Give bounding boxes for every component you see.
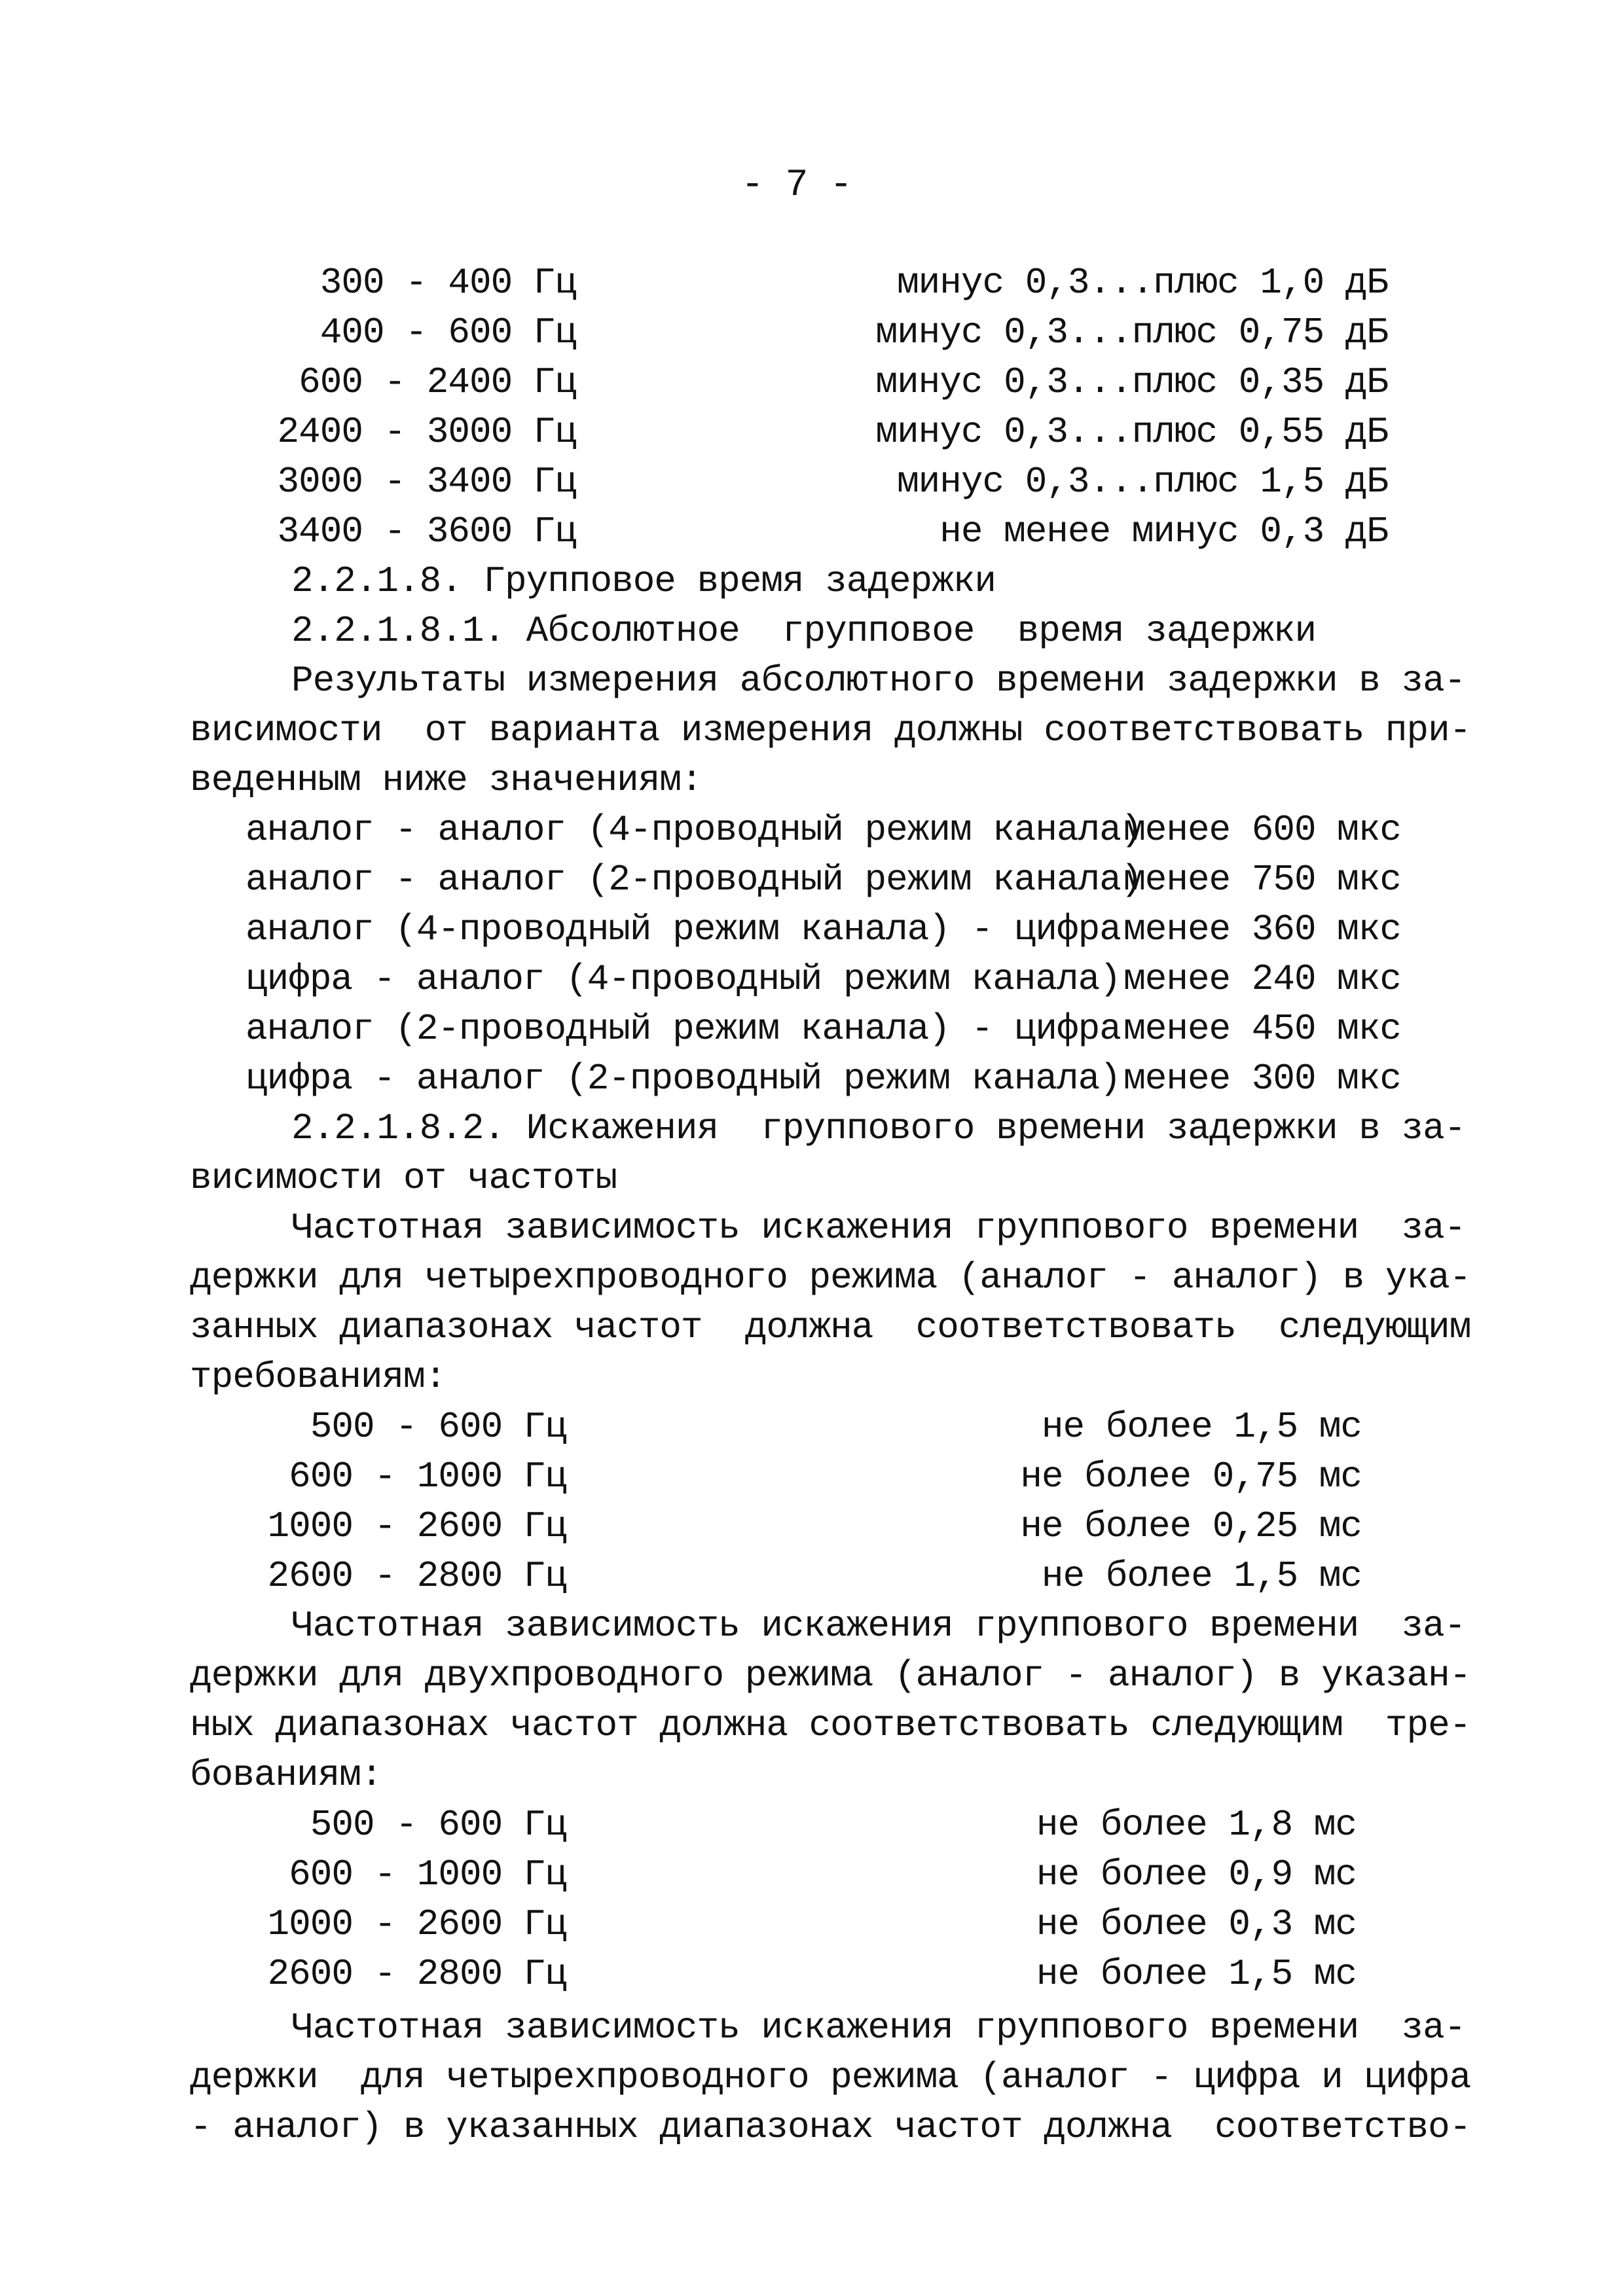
four-row-freq: 2600 - 2800 Гц xyxy=(267,1555,566,1597)
paragraph-line: Частотная зависимость искажения группового времени за- xyxy=(291,1605,1466,1647)
two-row-freq: 2600 - 2800 Гц xyxy=(267,1953,566,1995)
two-row-freq: 1000 - 2600 Гц xyxy=(267,1903,566,1945)
paragraph-line: требованиям: xyxy=(190,1356,447,1398)
paragraph-line: висимости от варианта измерения должны соответствовать при- xyxy=(190,709,1471,751)
two-row-value: не более 1,5 мс xyxy=(1036,1953,1357,1995)
heading-2-2-1-8-2: 2.2.1.8.2. Искажения группового времени задержки в за- xyxy=(291,1107,1466,1149)
delay-row-value: менее 450 мкс xyxy=(1123,1008,1401,1050)
att-row-value: минус 0,3...плюс 0,75 дБ xyxy=(875,312,1388,353)
att-row-freq: 2400 - 3000 Гц xyxy=(277,411,576,453)
two-row-value: не более 0,3 мс xyxy=(1036,1903,1357,1945)
heading-2-2-1-8-1: 2.2.1.8.1. Абсолютное групповое время задержки xyxy=(291,610,1317,652)
paragraph-line: держки для двухпроводного режима (аналог - аналог) в указан- xyxy=(190,1655,1471,1696)
four-row-freq: 500 - 600 Гц xyxy=(310,1406,566,1448)
att-row-value: минус 0,3...плюс 0,55 дБ xyxy=(875,411,1388,453)
paragraph-line: - аналог) в указанных диапазонах частот должна соответство- xyxy=(190,2106,1471,2148)
paragraph-line: держки для четырехпроводного режима (аналог - цифра и цифра xyxy=(190,2056,1471,2098)
paragraph-line: Частотная зависимость искажения группового времени за- xyxy=(291,1207,1466,1249)
att-row-freq: 400 - 600 Гц xyxy=(319,312,576,353)
four-row-value: не более 0,25 мс xyxy=(1020,1505,1362,1547)
delay-row-mode: аналог - аналог (2-проводный режим канала) xyxy=(246,859,1142,901)
two-row-value: не более 0,9 мс xyxy=(1036,1854,1357,1895)
delay-row-mode: аналог (2-проводный режим канала) - цифра xyxy=(246,1008,1121,1050)
delay-row-value: менее 360 мкс xyxy=(1123,908,1401,950)
two-row-freq: 500 - 600 Гц xyxy=(310,1804,566,1846)
delay-row-value: менее 300 мкс xyxy=(1123,1058,1401,1100)
paragraph-line: ных диапазонах частот должна соответствовать следующим тре- xyxy=(190,1704,1471,1746)
paragraph-line: веденным ниже значениям: xyxy=(190,759,702,801)
delay-row-mode: цифра - аналог (4-проводный режим канала) xyxy=(246,958,1121,1000)
four-row-value: не более 0,75 мс xyxy=(1020,1456,1362,1498)
att-row-freq: 3000 - 3400 Гц xyxy=(277,461,576,503)
page-number: - 7 - xyxy=(741,164,852,207)
heading-2-2-1-8-2-cont: висимости от частоты xyxy=(190,1157,617,1199)
four-row-value: не более 1,5 мс xyxy=(1041,1555,1362,1597)
delay-row-value: менее 240 мкс xyxy=(1123,958,1401,1000)
paragraph-line: Результаты измерения абсолютного времени задержки в за- xyxy=(291,660,1466,702)
att-row-freq: 300 - 400 Гц xyxy=(319,262,576,304)
delay-row-value: менее 600 мкс xyxy=(1123,809,1401,851)
two-row-freq: 600 - 1000 Гц xyxy=(289,1854,566,1895)
att-row-value: минус 0,3...плюс 0,35 дБ xyxy=(875,361,1388,403)
four-row-freq: 1000 - 2600 Гц xyxy=(267,1505,566,1547)
paragraph-line: занных диапазонах частот должна соответствовать следующим xyxy=(190,1306,1471,1348)
att-row-value: минус 0,3...плюс 1,0 дБ xyxy=(897,262,1388,304)
att-row-value: минус 0,3...плюс 1,5 дБ xyxy=(897,461,1388,503)
paragraph-line: держки для четырехпроводного режима (аналог - аналог) в ука- xyxy=(190,1257,1471,1299)
delay-row-mode: цифра - аналог (2-проводный режим канала) xyxy=(246,1058,1121,1100)
paragraph-line: бованиям: xyxy=(190,1754,382,1796)
paragraph-line: Частотная зависимость искажения группового времени за- xyxy=(291,2007,1466,2049)
four-row-freq: 600 - 1000 Гц xyxy=(289,1456,566,1498)
att-row-value: не менее минус 0,3 дБ xyxy=(939,511,1388,552)
att-row-freq: 3400 - 3600 Гц xyxy=(277,511,576,552)
heading-2-2-1-8: 2.2.1.8. Групповое время задержки xyxy=(291,560,996,602)
four-row-value: не более 1,5 мс xyxy=(1041,1406,1362,1448)
two-row-value: не более 1,8 мс xyxy=(1036,1804,1357,1846)
delay-row-value: менее 750 мкс xyxy=(1123,859,1401,901)
att-row-freq: 600 - 2400 Гц xyxy=(299,361,576,403)
delay-row-mode: аналог - аналог (4-проводный режим канала) xyxy=(246,809,1142,851)
delay-row-mode: аналог (4-проводный режим канала) - цифра xyxy=(246,908,1121,950)
